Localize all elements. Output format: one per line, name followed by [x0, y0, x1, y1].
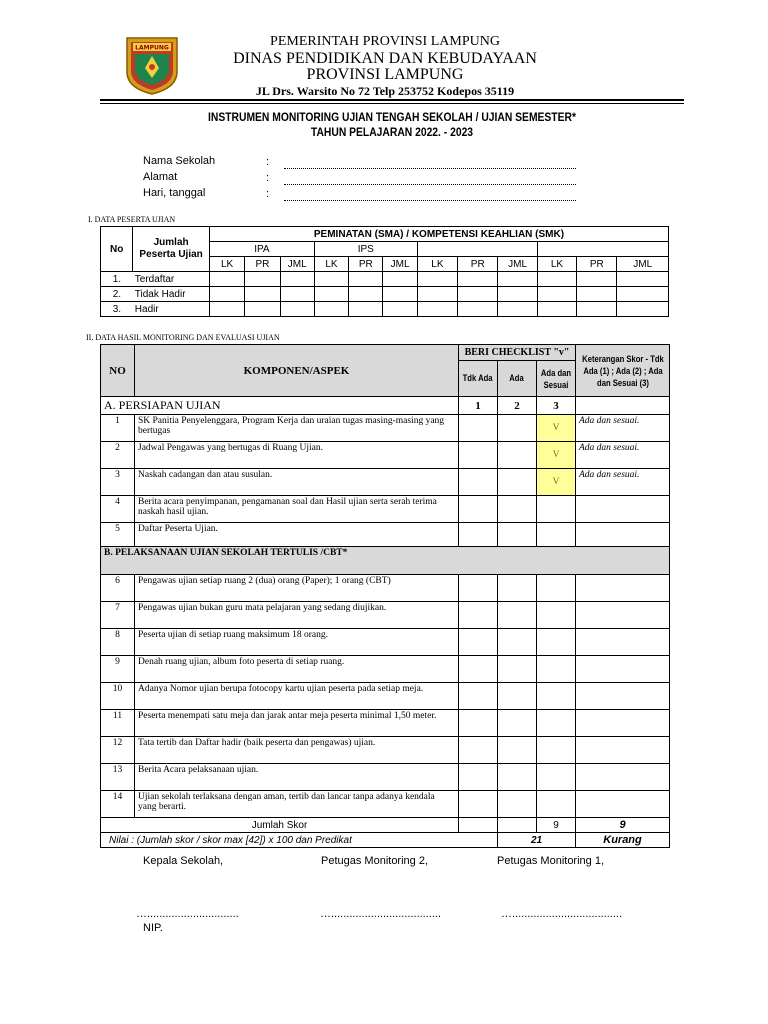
item-text: Daftar Peserta Ujian. — [135, 523, 459, 547]
data-cell[interactable] — [280, 272, 314, 287]
item-number: 4 — [101, 496, 135, 523]
item-keterangan: Ada dan sesuai. — [576, 415, 670, 442]
check-ada[interactable] — [498, 523, 537, 547]
check-ada-sesuai[interactable]: V — [537, 469, 576, 496]
table-row — [101, 302, 669, 317]
item-keterangan — [576, 683, 670, 710]
item-keterangan — [576, 496, 670, 523]
row-number: 2. — [101, 287, 133, 302]
jumlah-skor-ket: 9 — [576, 818, 670, 833]
score-2: 2 — [498, 397, 537, 415]
data-cell[interactable] — [314, 287, 348, 302]
school-name-field[interactable] — [284, 168, 576, 169]
col-peminatan: PEMINATAN (SMA) / KOMPETENSI KEAHLIAN (SMK) — [209, 227, 668, 242]
item-keterangan — [576, 737, 670, 764]
table-row — [101, 272, 669, 287]
data-cell[interactable] — [349, 302, 383, 317]
section1-heading: I. DATA PESERTA UJIAN — [88, 215, 176, 224]
check-tdk-ada[interactable] — [459, 737, 498, 764]
check-ada-sesuai[interactable]: V — [537, 415, 576, 442]
row-number: 3. — [101, 302, 133, 317]
item-number: 3 — [101, 469, 135, 496]
check-tdk-ada[interactable] — [459, 415, 498, 442]
data-cell[interactable] — [498, 272, 537, 287]
check-ada[interactable] — [498, 469, 537, 496]
table-row — [101, 602, 670, 629]
check-ada[interactable] — [498, 415, 537, 442]
signature-petugas1-label: Petugas Monitoring 1, — [497, 855, 605, 867]
data-cell[interactable] — [458, 272, 498, 287]
check-tdk-ada[interactable] — [459, 710, 498, 737]
col-komponen: KOMPONEN/ASPEK — [135, 345, 459, 397]
check-ada-sesuai[interactable] — [537, 575, 576, 602]
item-text: SK Panitia Penyelenggara, Program Kerja dan uraian tugas masing-masing yang bertugas — [135, 415, 459, 442]
check-ada-sesuai[interactable] — [537, 737, 576, 764]
data-cell[interactable] — [577, 302, 617, 317]
item-number: 14 — [101, 791, 135, 818]
school-name-label: Nama Sekolah — [143, 155, 216, 167]
data-cell[interactable] — [209, 272, 244, 287]
data-cell[interactable] — [458, 302, 498, 317]
table-row — [101, 575, 670, 602]
letterhead-line3: PROVINSI LAMPUNG — [306, 66, 464, 83]
check-tdk-ada[interactable] — [459, 656, 498, 683]
data-cell[interactable] — [577, 272, 617, 287]
table-row — [101, 442, 670, 469]
logo-text: LAMPUNG — [135, 44, 169, 52]
check-ada[interactable] — [498, 737, 537, 764]
row-label: Tidak Hadir — [133, 287, 210, 302]
date-field[interactable] — [284, 200, 576, 201]
check-ada[interactable] — [498, 710, 537, 737]
check-ada-sesuai[interactable]: V — [537, 442, 576, 469]
data-cell[interactable] — [458, 287, 498, 302]
sub-header: PR — [349, 257, 383, 272]
signature-petugas2-label: Petugas Monitoring 2, — [321, 855, 429, 867]
item-text: Ujian sekolah terlaksana dengan aman, tertib dan lancar tanpa adanya kendala yang berarti. — [135, 791, 459, 818]
check-ada[interactable] — [498, 683, 537, 710]
section2-heading: II. DATA HASIL MONITORING DAN EVALUASI UJIAN — [86, 333, 280, 342]
letterhead-rule-thin — [100, 103, 684, 104]
check-ada[interactable] — [498, 764, 537, 791]
item-text: Tata tertib dan Daftar hadir (baik peserta dan pengawas) ujian. — [135, 737, 459, 764]
item-number: 6 — [101, 575, 135, 602]
data-cell[interactable] — [417, 302, 457, 317]
data-cell[interactable] — [209, 287, 244, 302]
nip-label: NIP. — [143, 922, 163, 934]
col-jumlah: Jumlah Peserta Ujian — [133, 227, 210, 272]
data-cell[interactable] — [617, 287, 669, 302]
address-label: Alamat — [143, 171, 178, 183]
data-cell[interactable] — [417, 287, 457, 302]
item-number: 13 — [101, 764, 135, 791]
score-1: 1 — [459, 397, 498, 415]
data-cell[interactable] — [537, 272, 576, 287]
item-keterangan — [576, 629, 670, 656]
item-number: 8 — [101, 629, 135, 656]
table-row — [101, 791, 670, 818]
col-keterangan: Keterangan Skor - Tdk Ada (1) ; Ada (2) ; Ada dan Sesuai (3) — [582, 353, 664, 388]
data-cell[interactable] — [577, 287, 617, 302]
data-cell[interactable] — [383, 302, 417, 317]
item-text: Pengawas ujian bukan guru mata pelajaran yang sedang diujikan. — [135, 602, 459, 629]
item-keterangan: Ada dan sesuai. — [576, 469, 670, 496]
data-cell[interactable] — [417, 272, 457, 287]
data-cell[interactable] — [209, 302, 244, 317]
check-tdk-ada[interactable] — [459, 629, 498, 656]
col-ada-sesuai: Ada dan Sesuai — [540, 367, 572, 390]
group-ipa: IPA — [209, 242, 314, 257]
check-tdk-ada[interactable] — [459, 791, 498, 818]
check-tdk-ada[interactable] — [459, 575, 498, 602]
data-cell[interactable] — [280, 287, 314, 302]
check-ada[interactable] — [498, 656, 537, 683]
check-tdk-ada[interactable] — [459, 764, 498, 791]
score-3: 3 — [537, 397, 576, 415]
province-logo — [123, 34, 181, 96]
signature-petugas1-line[interactable]: ….................................... — [501, 908, 623, 920]
item-number: 2 — [101, 442, 135, 469]
sub-header: PR — [458, 257, 498, 272]
sub-header: PR — [245, 257, 280, 272]
check-ada-sesuai[interactable] — [537, 683, 576, 710]
check-ada-sesuai[interactable] — [537, 656, 576, 683]
group-empty — [537, 242, 668, 257]
sub-header: LK — [417, 257, 457, 272]
data-cell[interactable] — [314, 302, 348, 317]
item-text: Jadwal Pengawas yang bertugas di Ruang Ujian. — [135, 442, 459, 469]
check-ada[interactable] — [498, 575, 537, 602]
document-year: TAHUN PELAJARAN 2022. - 2023 — [310, 125, 474, 139]
data-cell[interactable] — [617, 272, 669, 287]
letterhead-line1: PEMERINTAH PROVINSI LAMPUNG — [270, 34, 500, 49]
group-ips: IPS — [314, 242, 417, 257]
item-number: 5 — [101, 523, 135, 547]
check-ada[interactable] — [498, 442, 537, 469]
item-number: 1 — [101, 415, 135, 442]
check-tdk-ada[interactable] — [459, 683, 498, 710]
colon: : — [266, 172, 270, 184]
sub-header: JML — [617, 257, 669, 272]
check-ada[interactable] — [498, 602, 537, 629]
table-row — [101, 415, 670, 442]
check-ada-sesuai[interactable] — [537, 602, 576, 629]
sub-header: LK — [537, 257, 576, 272]
check-ada-sesuai[interactable] — [537, 629, 576, 656]
col-no: NO — [101, 345, 135, 397]
sub-header: PR — [577, 257, 617, 272]
sub-header: LK — [209, 257, 244, 272]
item-text: Adanya Nomor ujian berupa fotocopy kartu ujian peserta pada setiap meja. — [135, 683, 459, 710]
check-ada-sesuai[interactable] — [537, 764, 576, 791]
table-row — [101, 287, 669, 302]
item-number: 7 — [101, 602, 135, 629]
signature-petugas2-line[interactable]: ….................................... — [320, 908, 442, 920]
item-keterangan — [576, 791, 670, 818]
item-text: Peserta menempati satu meja dan jarak antar meja peserta minimal 1,50 meter. — [135, 710, 459, 737]
col-ada: Ada — [509, 373, 525, 383]
check-ada-sesuai[interactable] — [537, 523, 576, 547]
item-keterangan — [576, 656, 670, 683]
data-cell[interactable] — [349, 272, 383, 287]
jumlah-skor-value: 9 — [537, 818, 576, 833]
letterhead-rule — [100, 99, 684, 101]
part-b-title: B. PELAKSANAAN UJIAN SEKOLAH TERTULIS /CBT* — [101, 547, 670, 575]
document-title: INSTRUMEN MONITORING UJIAN TENGAH SEKOLAH / UJIAN SEMESTER* — [208, 110, 576, 124]
check-ada[interactable] — [498, 629, 537, 656]
data-cell[interactable] — [537, 302, 576, 317]
data-cell[interactable] — [383, 287, 417, 302]
address-field[interactable] — [284, 184, 576, 185]
table-row — [101, 656, 670, 683]
letterhead-line2: DINAS PENDIDIKAN DAN KEBUDAYAAN — [233, 50, 537, 67]
letterhead-address: JL Drs. Warsito No 72 Telp 253752 Kodepos 35119 — [255, 84, 515, 98]
item-text: Peserta ujian di setiap ruang maksimum 18 orang. — [135, 629, 459, 656]
nilai-value: 21 — [498, 833, 576, 848]
data-cell[interactable] — [498, 287, 537, 302]
col-checklist: BERI CHECKLIST "v" — [459, 345, 576, 361]
sub-header: LK — [314, 257, 348, 272]
check-tdk-ada[interactable] — [459, 523, 498, 547]
item-text: Denah ruang ujian, album foto peserta di setiap ruang. — [135, 656, 459, 683]
data-cell[interactable] — [280, 302, 314, 317]
jumlah-skor-label: Jumlah Skor — [101, 818, 459, 833]
check-tdk-ada[interactable] — [459, 602, 498, 629]
item-number: 12 — [101, 737, 135, 764]
item-keterangan — [576, 575, 670, 602]
data-cell[interactable] — [617, 302, 669, 317]
table-row — [101, 629, 670, 656]
monitoring-table — [100, 344, 670, 848]
signature-kepala-label: Kepala Sekolah, — [143, 855, 224, 867]
item-keterangan — [576, 602, 670, 629]
row-number: 1. — [101, 272, 133, 287]
data-cell[interactable] — [245, 287, 280, 302]
item-number: 10 — [101, 683, 135, 710]
item-number: 11 — [101, 710, 135, 737]
part-a-title: A. PERSIAPAN UJIAN — [101, 397, 459, 415]
item-keterangan — [576, 523, 670, 547]
table-row — [101, 469, 670, 496]
col-no: No — [101, 227, 133, 272]
table-row — [101, 737, 670, 764]
data-cell[interactable] — [245, 302, 280, 317]
data-cell[interactable] — [498, 302, 537, 317]
sub-header: JML — [280, 257, 314, 272]
check-tdk-ada[interactable] — [459, 469, 498, 496]
sub-header: JML — [383, 257, 417, 272]
check-ada-sesuai[interactable] — [537, 791, 576, 818]
item-text: Berita acara penyimpanan, pengamanan soal dan Hasil ujian serta serah terima naskah hasil ujian. — [135, 496, 459, 523]
colon: : — [266, 188, 270, 200]
check-tdk-ada[interactable] — [459, 442, 498, 469]
participant-data-table — [100, 226, 669, 317]
data-cell[interactable] — [383, 272, 417, 287]
check-tdk-ada[interactable] — [459, 496, 498, 523]
check-ada-sesuai[interactable] — [537, 710, 576, 737]
item-number: 9 — [101, 656, 135, 683]
colon: : — [266, 156, 270, 168]
check-ada[interactable] — [498, 496, 537, 523]
item-keterangan — [576, 710, 670, 737]
row-label: Terdaftar — [133, 272, 210, 287]
item-text: Berita Acara pelaksanaan ujian. — [135, 764, 459, 791]
date-label: Hari, tanggal — [143, 187, 206, 199]
item-keterangan: Ada dan sesuai. — [576, 442, 670, 469]
predikat-value: Kurang — [576, 833, 670, 848]
nilai-formula: Nilai : (Jumlah skor / skor max [42]) x 100 dan Predikat — [101, 833, 498, 848]
sub-header: JML — [498, 257, 537, 272]
data-cell[interactable] — [537, 287, 576, 302]
table-row — [101, 496, 670, 523]
row-label: Hadir — [133, 302, 210, 317]
table-row — [101, 710, 670, 737]
data-cell[interactable] — [314, 272, 348, 287]
item-keterangan — [576, 764, 670, 791]
col-tdk-ada: Tdk Ada — [463, 373, 493, 383]
table-row — [101, 683, 670, 710]
item-text: Naskah cadangan dan atau susulan. — [135, 469, 459, 496]
table-row — [101, 764, 670, 791]
check-ada-sesuai[interactable] — [537, 496, 576, 523]
check-ada[interactable] — [498, 791, 537, 818]
signature-kepala-line[interactable]: ….............................. — [136, 908, 239, 920]
table-row — [101, 523, 670, 547]
data-cell[interactable] — [349, 287, 383, 302]
data-cell[interactable] — [245, 272, 280, 287]
group-empty — [417, 242, 537, 257]
item-text: Pengawas ujian setiap ruang 2 (dua) orang (Paper); 1 orang (CBT) — [135, 575, 459, 602]
